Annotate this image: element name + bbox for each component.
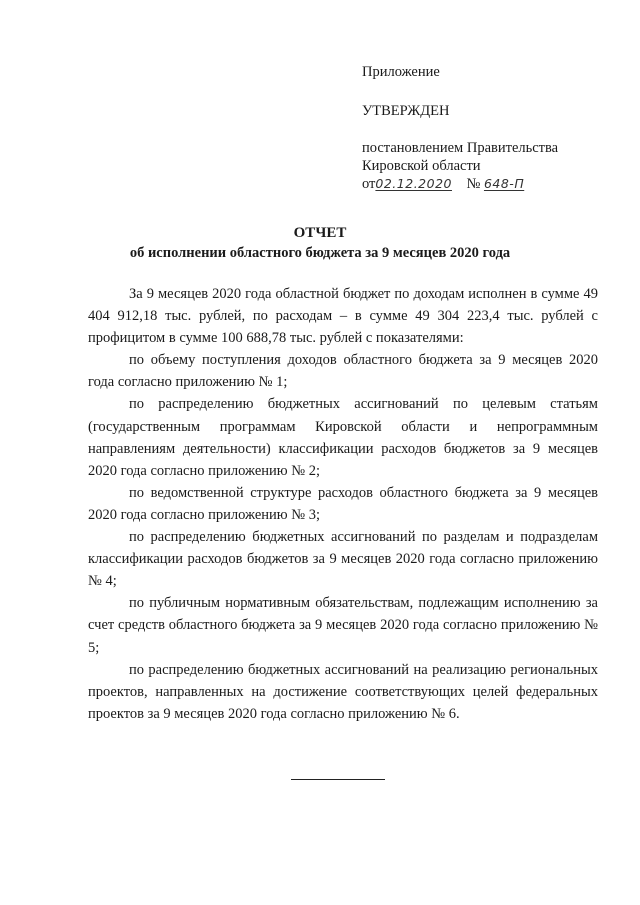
paragraph-appendix-1: по объему поступления доходов областного бюджета за 9 месяцев 2020 года согласно приложению № 1; [88,352,598,391]
closing-divider [291,779,385,780]
report-heading [0,223,640,263]
paragraph-appendix-2: по распределению бюджетных ассигнований по целевым статьям (государственным программам Кировской области и непрограммным направлениям деятельности) классификации расходов бюджетов за 9 месяцев 2020 года согласно приложению № 2; [88,396,598,479]
paragraph-appendix-4: по распределению бюджетных ассигнований по разделам и подразделам классификации расходов бюджетов за 9 месяцев 2020 года согласно приложению № 4; [88,529,598,590]
report-title: ОТЧЕТ [293,225,347,241]
paragraph-appendix-3: по ведомственной структуре расходов областного бюджета за 9 месяцев 2020 года согласно приложению № 3; [88,484,598,523]
decree-date-number [362,175,612,193]
date-prefix: от [362,176,376,192]
approved-label: УТВЕРЖДЕН [362,103,450,119]
handwritten-date: 02.12.2020 [375,176,452,191]
number-prefix: № [466,176,481,192]
report-body [88,283,598,725]
appendix-label: Приложение [362,64,440,80]
approval-block [362,63,612,193]
decree-line-2: Кировской области [362,158,481,174]
paragraph-summary: За 9 месяцев 2020 года областной бюджет по доходам исполнен в сумме 49 404 912,18 тыс. рублей, по расходам – в сумме 49 304 223,4 тыс. рублей с профицитом в сумме 100 688,78 тыс. рублей с показателями: [88,286,598,347]
handwritten-number: 648-П [483,176,525,191]
paragraph-appendix-5: по публичным нормативным обязательствам, подлежащим исполнению за счет средств областного бюджета за 9 месяцев 2020 года согласно приложению № 5; [88,595,598,656]
report-subtitle: об исполнении областного бюджета за 9 месяцев 2020 года [129,245,511,261]
decree-line-1: постановлением Правительства [362,140,559,156]
paragraph-appendix-6: по распределению бюджетных ассигнований на реализацию региональных проектов, направленных на достижение соответствующих целей федеральных проектов за 9 месяцев 2020 года согласно приложению № 6. [88,661,598,722]
